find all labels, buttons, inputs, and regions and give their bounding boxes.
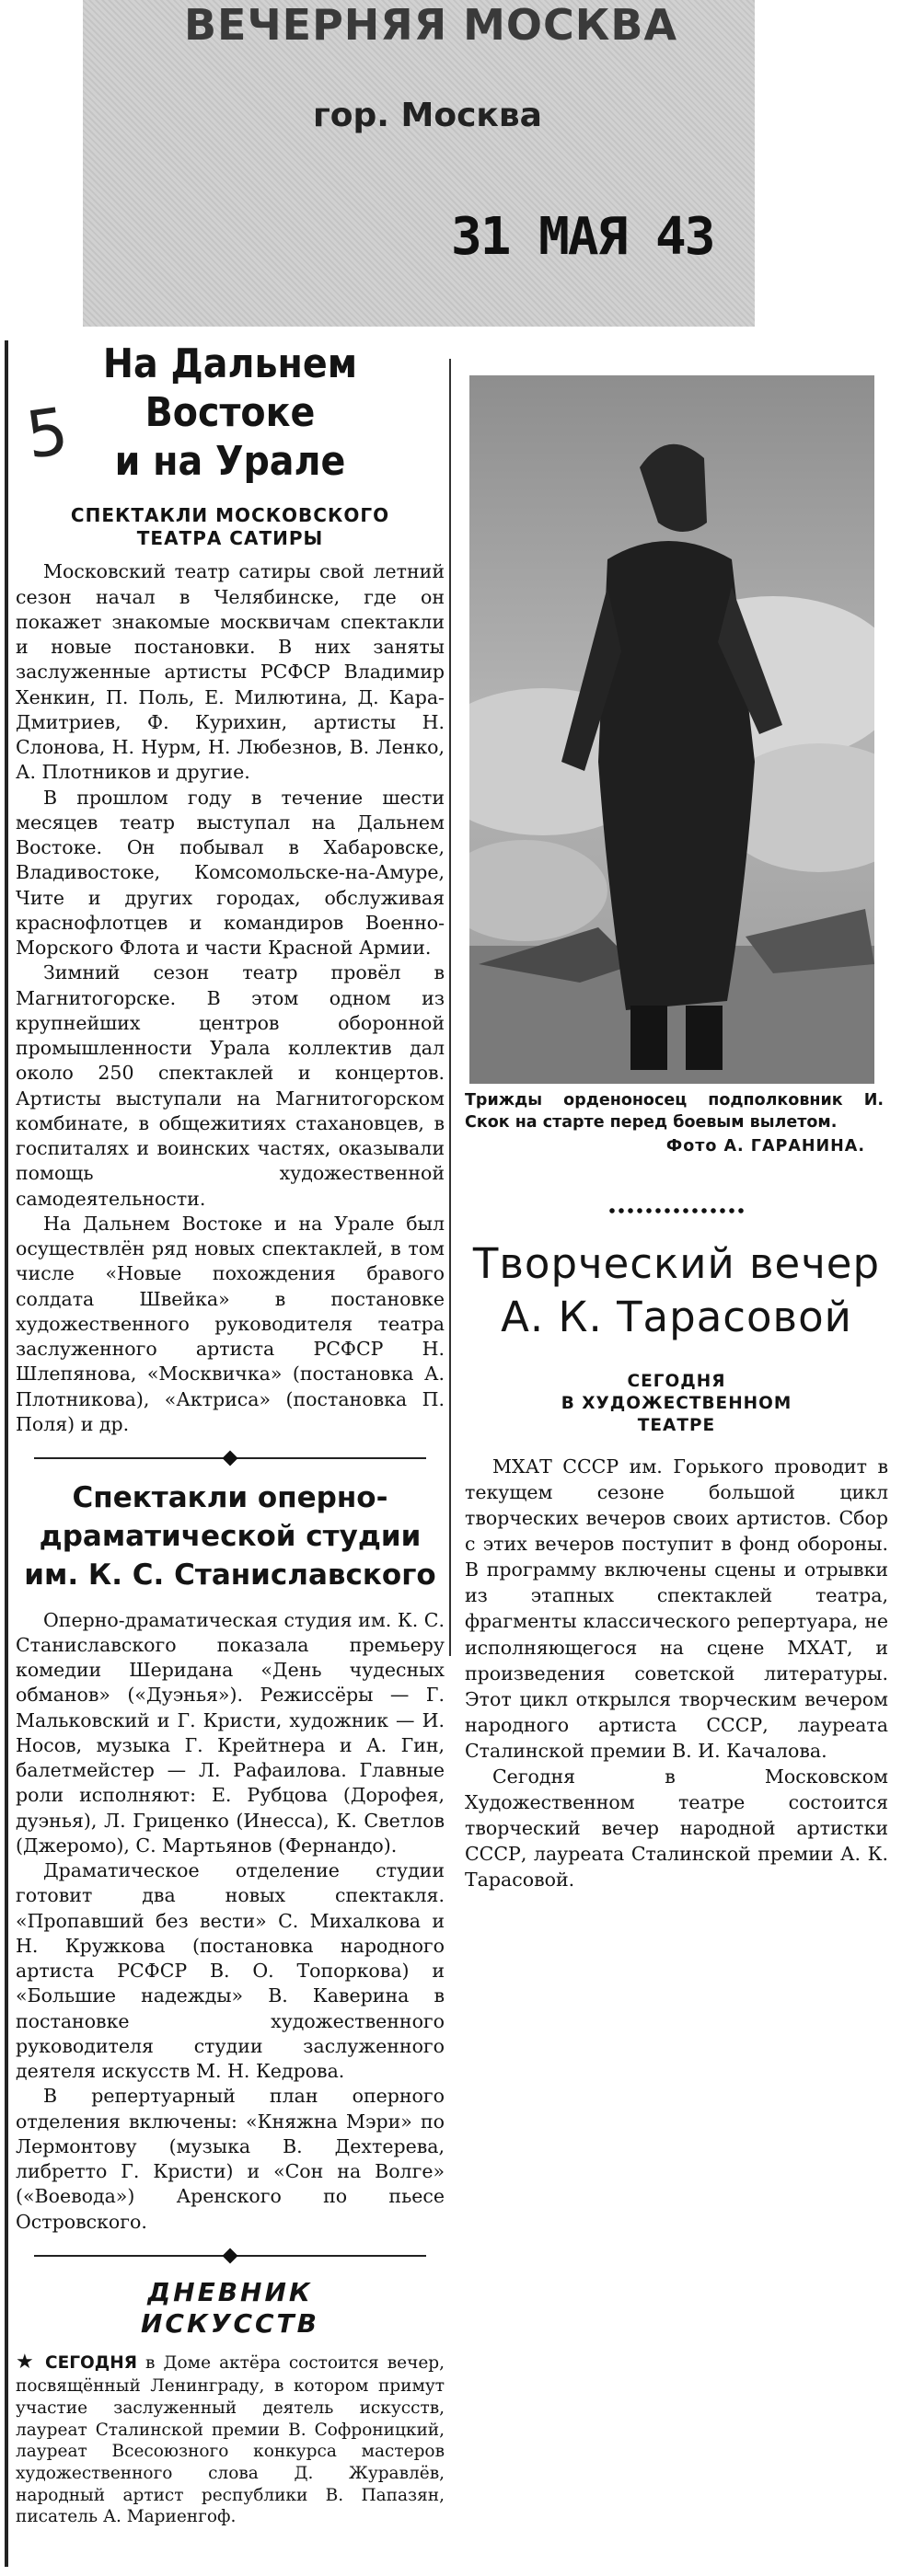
photo-pilot: [469, 375, 874, 1084]
handwritten-margin-mark: 5: [21, 393, 74, 474]
section-divider: [34, 2248, 426, 2264]
section-heading-arts-diary: ДНЕВНИК ИСКУССТВ: [141, 2276, 319, 2339]
masthead-stamp: [83, 0, 755, 327]
paragraph: В репертуарный план оперного отделения включены: «Княжна Мэри» по Лермонтову (музыка В. Дехтерева, либретто Г. Кристи) и «Сон на Волге» («Воевода») Аренского по пьесе Островского.: [16, 2085, 445, 2233]
article-headline-tarasova: Творческий вечер А. К. Тарасовой: [472, 1239, 881, 1341]
divider-ornament: [223, 1451, 238, 1466]
article-headline-opera-studio: Спектакли оперно- драматической студии им. К. С. Станиславского: [24, 1481, 436, 1592]
article-body-opera-studio: [16, 1608, 445, 2235]
article-body-far-east: [16, 559, 445, 1437]
star-icon: ★: [16, 2351, 37, 2375]
diary-lead-word: СЕГОДНЯ: [45, 2353, 137, 2374]
issue-date: 31 МАЯ 43: [451, 207, 714, 267]
caption-text: Трижды орденоносец подполковник И. Скок на старте перед боевым вылетом.: [465, 1091, 884, 1132]
paragraph: МХАТ СССР им. Горького проводит в текущем сезоне большой цикл творческих вечеров своих артистов. Сбор с этих вечеров поступит в фонд обороны. В программу включены сцены и отрывки из этапных спектаклей театра, фрагменты классического репертуара, не исполняющегося на сцене МХАТ, и произведения советской литературы. Этот цикл открылся творческим вечером народного артиста СССР, лауреата Сталинской премии В. И. Качалова.: [465, 1455, 888, 1762]
section-divider: [34, 1450, 426, 1466]
left-column: [5, 340, 445, 2567]
article-subhead-art-theatre: СЕГОДНЯ В ХУДОЖЕСТВЕННОМ ТЕАТРЕ: [561, 1372, 792, 1436]
paragraph: Зимний сезон театр провёл в Магнитогорске. В этом одном из крупнейших центров оборонной промышленности Урала коллектив дал около 250 спектаклей и концертов. Артисты выступали на Магнитогорском комбинате, в общежитиях стахановцев, в госпиталях и воинских частях, оказывали помощь художественной самодеятельности.: [16, 961, 445, 1210]
article-headline-far-east: На Дальнем Востоке и на Урале: [102, 340, 358, 485]
article-body-tarasova: [465, 1454, 888, 1892]
column-rule: [449, 1444, 451, 1656]
article-subhead-satire-theatre: СПЕКТАКЛИ МОСКОВСКОГО ТЕАТРА САТИРЫ: [70, 504, 390, 550]
diary-entry-text: в Доме актёра состоится вечер, посвящённый Ленинграду, в котором примут участие заслуженный деятель искусств, лауреат Сталинской премии В. Софроницкий, лауреат Всесоюзного конкурса мастеров художественного слова Д. Журавлёв, народный артист республики В. Папазян, писатель А. Мариенгоф.: [16, 2353, 445, 2527]
newspaper-name: ВЕЧЕРНЯЯ МОСКВА: [184, 0, 678, 50]
photo-caption: [465, 1090, 884, 1157]
paragraph: Сегодня в Московском Художественном театре состоится творческий вечер народной артистки СССР, лауреата Сталинской премии А. К. Тарасовой.: [465, 1765, 888, 1892]
paragraph: Драматическое отделение студии готовит два новых спектакля. «Пропавший без вести» С. Михалкова и Н. Кружкова (постановка народного артиста РСФСР В. О. Топоркова) и «Большие надежды» В. Каверина в постановке художественного руководителя студии заслуженного деятеля искусств М. Н. Кедрова.: [16, 1859, 445, 2083]
arts-diary-entry: [16, 2350, 445, 2528]
column-rule: [449, 359, 451, 1444]
paragraph: Московский театр сатиры свой летний сезон начал в Челябинске, где он покажет знакомые москвичам спектакли и новые постановки. В них заняты заслуженные артисты РСФСР Владимир Хенкин, П. Поль, Е. Милютина, Д. Кара-Дмитриев, Ф. Курихин, артисты Н. Слонова, Н. Нурм, Н. Любезнов, В. Ленко, А. Плотников и другие.: [16, 560, 445, 784]
paragraph: На Дальнем Востоке и на Урале был осуществлён ряд новых спектаклей, в том числе «Новые похождения бравого солдата Швейка» в постановке художественного руководителя театра заслуженного артиста РСФСР Н. Шлепянова, «Москвичка» (постановка А. Плотникова), «Актриса» (постановка П. Поля) и др.: [16, 1212, 445, 1435]
city-label: гор. Москва: [313, 97, 542, 134]
photo-credit: Фото А. ГАРАНИНА.: [665, 1136, 865, 1156]
dotted-divider: [607, 1207, 746, 1214]
divider-ornament: [223, 2248, 238, 2263]
paragraph: Оперно-драматическая студия им. К. С. Станиславского показала премьеру комедии Шеридана «День чудесных обманов» («Дуэнья»). Режиссёры — Г. Мальковский и Г. Кристи, художник — И. Носов, музыка Г. Крейтнера и А. Гин, балетмейстер — Л. Рафаилова. Главные роли исполняют: Е. Рубцова (Дорофея, дуэнья), Л. Гриценко (Инесса), К. Светлов (Джеромо), С. Мартьянов (Фернандо).: [16, 1608, 445, 1857]
pilot-photo-image: [469, 375, 874, 1084]
paragraph: В прошлом году в течение шести месяцев театр выступал на Дальнем Востоке. Он побывал в Хабаровске, Владивостоке, Комсомольске-на-Амуре, Чите и других городах, обслуживая краснофлотцев и командиров Военно-Морского Флота и части Красной Армии.: [16, 786, 445, 960]
